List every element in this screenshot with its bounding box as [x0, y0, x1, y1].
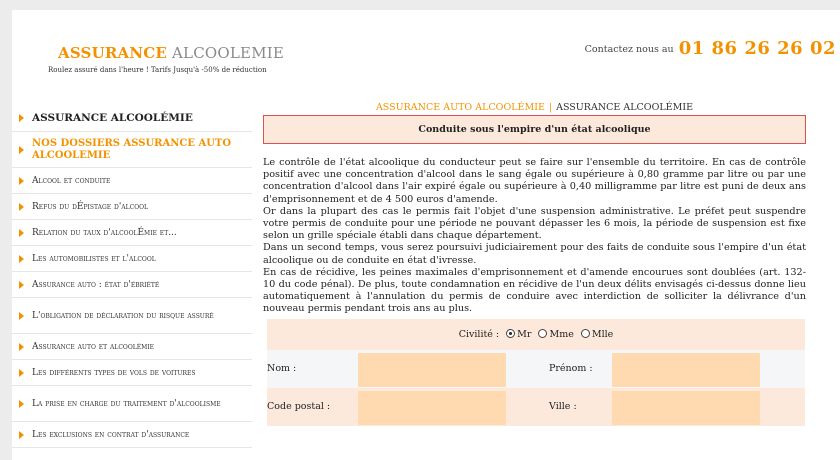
sidebar-item-types-vols[interactable] [12, 360, 252, 386]
sidebar-item-label: NOS DOSSIERS ASSURANCE AUTO ALCOOLEMIE [32, 137, 232, 161]
radio-mr[interactable] [506, 329, 515, 338]
sidebar-item-label: La prise en charge du traitement d'alcoolisme [32, 398, 221, 409]
radio-mlle-label: Mlle [591, 328, 614, 340]
breadcrumb-separator: | [548, 102, 553, 113]
sidebar-item-refus-depistage[interactable] [12, 194, 252, 220]
arrow-icon [19, 229, 24, 237]
sidebar-item-traitement-alcoolisme[interactable] [12, 386, 252, 422]
article-body [263, 157, 806, 316]
civilite-label: Civilité : [458, 328, 500, 340]
main-content [263, 100, 806, 426]
sidebar-item-label: Les différents types de vols de voitures [32, 367, 196, 378]
sidebar-item-label: Assurance auto et alcoolémie [32, 341, 155, 352]
logo-text-secondary: ALCOOLEMIE [172, 44, 285, 62]
sidebar-item-relation-taux[interactable] [12, 220, 252, 246]
sidebar-item-label: Les exclusions en contrat d'assurance [32, 429, 190, 440]
arrow-icon [19, 431, 24, 439]
page [12, 10, 840, 460]
arrow-icon [19, 343, 24, 351]
code-postal-label: Code postal : [267, 400, 331, 412]
article-paragraph: Le contrôle de l'état alcoolique du conducteur peut se faire sur l'ensemble du territoire. En cas de contrôle positif avec une concentration d'alcool dans le sang égale ou supérieure à 0,80 gramme par litre ou par une concentration d'alcool dans l'air expiré égale ou supérieure à 0,40 milligramme par litre est puni de deux ans d'emprisonnement et de 4 500 euros d'amende. [263, 157, 806, 205]
sidebar-item-automobilistes[interactable] [12, 246, 252, 272]
ville-input[interactable] [612, 391, 760, 425]
form-row-address [267, 388, 805, 426]
arrow-icon [19, 369, 24, 377]
arrow-icon [19, 114, 24, 122]
arrow-icon [19, 400, 24, 408]
prenom-label: Prénom : [549, 362, 593, 374]
sidebar-item-assurance-alcoolemie[interactable] [12, 105, 252, 132]
radio-mr-label: Mr [517, 328, 532, 340]
code-postal-input[interactable] [358, 391, 506, 425]
sidebar-item-label: Refus du dÉpistage d'alcool [32, 201, 149, 212]
sidebar-item-etat-ebriete[interactable] [12, 272, 252, 298]
prenom-input[interactable] [612, 353, 760, 387]
article-paragraph: En cas de récidive, les peines maximales d'emprisonnement et d'amende encourues sont doublées (art. 132-10 du code pénal). De plus, toute condamnation en récidive de l'un deux délits envisagés ci-dessus donne lieu automatiquement à l'annulation du permis de conduire avec interdiction de solliciter la délivrance d'un nouveau permis pendant trois ans au plus. [263, 266, 806, 315]
form-row-names [267, 350, 805, 388]
civilite-row [267, 319, 805, 350]
sidebar-menu [12, 105, 252, 448]
sidebar-item-label: ASSURANCE ALCOOLÉMIE [32, 112, 193, 124]
tagline: Roulez assuré dans l'heure ! Tarifs Jusqu'à -50% de réduction [48, 66, 267, 74]
arrow-icon [19, 281, 24, 289]
nom-input[interactable] [358, 353, 506, 387]
sidebar-item-dossiers[interactable] [12, 132, 252, 168]
sidebar-item-label: Assurance auto : état d'ébriété [32, 279, 160, 290]
radio-mlle[interactable] [581, 329, 590, 338]
arrow-icon [19, 146, 24, 154]
breadcrumb-current: ASSURANCE ALCOOLÉMIE [556, 102, 694, 113]
sidebar-item-label: Alcool et conduite [32, 175, 111, 186]
phone-number[interactable]: 01 86 26 26 02 [678, 38, 836, 59]
radio-mme[interactable] [538, 329, 547, 338]
site-logo[interactable] [58, 44, 284, 62]
sidebar-item-label: L'obligation de déclaration du risque assuré [32, 310, 214, 321]
arrow-icon [19, 312, 24, 320]
sidebar-item-exclusions[interactable] [12, 422, 252, 448]
article-paragraph: Or dans la plupart des cas le permis fait l'objet d'une suspension administrative. Le préfet peut suspendre votre permis de conduite pour une période ne pouvant dépasser les 6 mois, la période de suspension est fixe selon un grille spéciale établi dans chaque département. [263, 205, 806, 242]
article-paragraph: Dans un second temps, vous serez poursuivi judiciairement pour des faits de conduite sous l'empire d'un état alcoolique ou de conduite en état d'ivresse. [263, 242, 806, 266]
breadcrumb-link-assurance-auto[interactable]: ASSURANCE AUTO ALCOOLÉMIE [375, 102, 545, 113]
arrow-icon [19, 177, 24, 185]
nom-label: Nom : [267, 362, 297, 374]
sidebar-item-label: Les automobilistes et l'alcool [32, 253, 156, 264]
arrow-icon [19, 203, 24, 211]
sidebar-item-label: Relation du taux d'alcoolÉmie et... [32, 227, 177, 238]
quote-form [267, 319, 805, 426]
ville-label: Ville : [549, 400, 577, 412]
article-title: Conduite sous l'empire d'un état alcoolique [263, 115, 806, 144]
arrow-icon [19, 255, 24, 263]
sidebar-item-obligation-declaration[interactable] [12, 298, 252, 334]
sidebar-item-assurance-auto-alcoolemie[interactable] [12, 334, 252, 360]
sidebar-item-alcool-conduite[interactable] [12, 168, 252, 194]
breadcrumb [263, 100, 806, 115]
contact-label: Contactez nous au [584, 44, 674, 55]
contact-info [585, 38, 836, 59]
logo-text-primary: ASSURANCE [58, 44, 168, 62]
radio-mme-label: Mme [549, 328, 574, 340]
